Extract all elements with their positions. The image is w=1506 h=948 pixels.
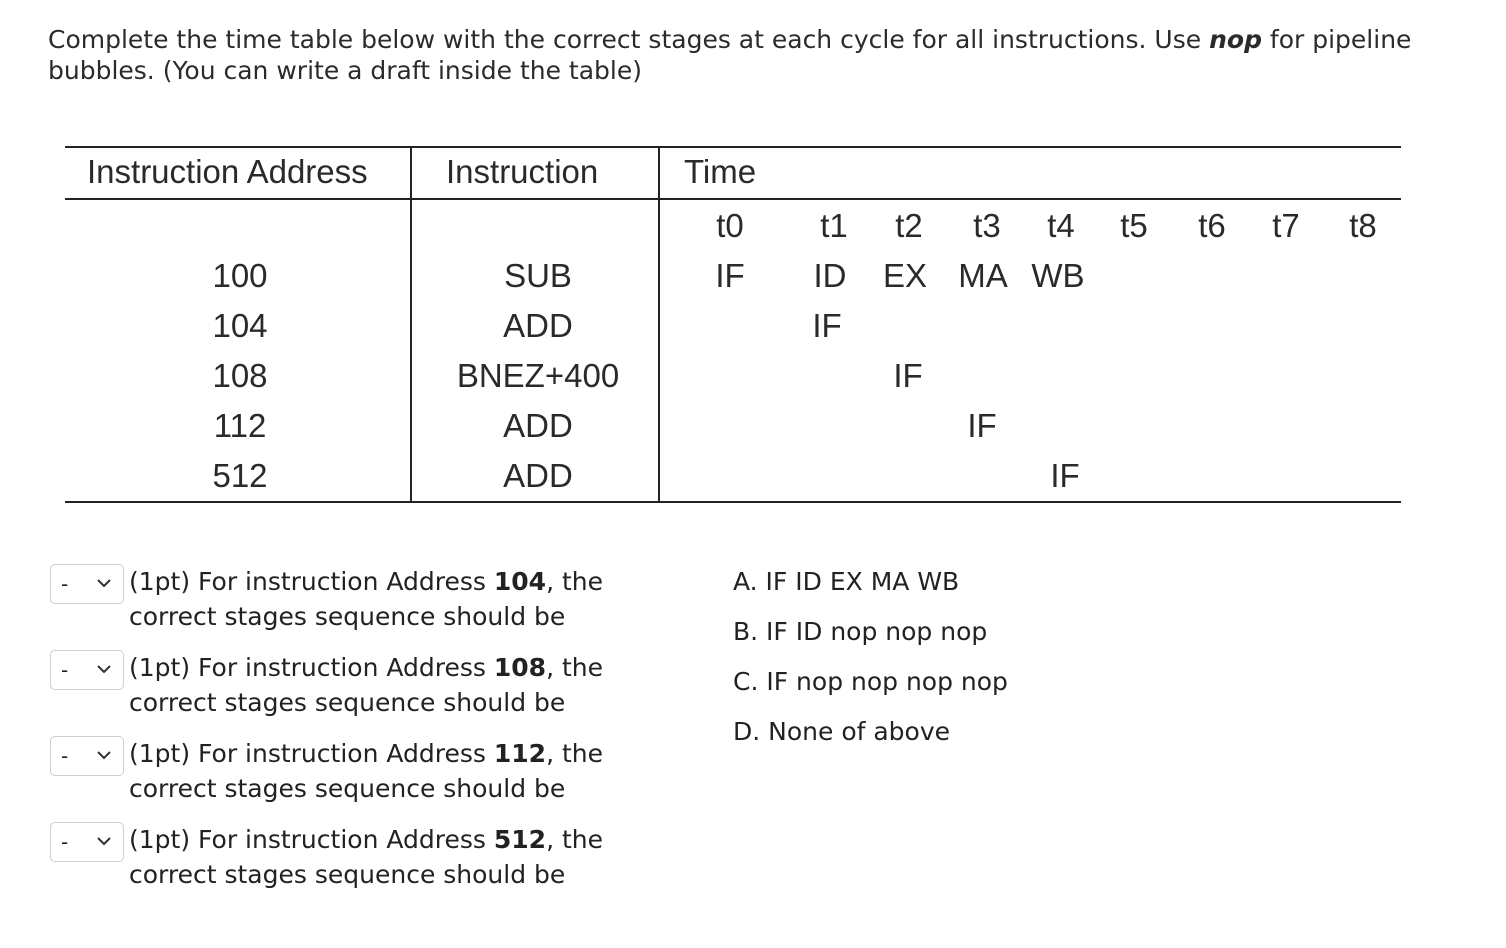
row-instruction: ADD <box>503 407 573 444</box>
instructions-paragraph <box>48 24 1468 86</box>
time-label-t0: t0 <box>716 207 744 244</box>
answer-select-value: - <box>61 830 69 854</box>
pipeline-time-table <box>65 146 1401 503</box>
header-time: Time <box>684 153 757 190</box>
question-address: 108 <box>493 653 547 682</box>
question-address: 112 <box>493 739 547 768</box>
question-suffix: , the correct stages sequence should be <box>129 567 603 631</box>
option-b: B. IF ID nop nop nop <box>733 617 988 646</box>
row-address: 112 <box>213 407 267 444</box>
row-address: 108 <box>212 357 268 394</box>
question-address: 512 <box>493 825 547 854</box>
table-top-rule <box>65 146 1401 148</box>
option-c: C. IF nop nop nop nop <box>733 667 1008 696</box>
stage-cell: MA <box>958 257 1008 294</box>
answer-select-512[interactable] <box>50 822 124 862</box>
question-prefix: (1pt) For instruction Address <box>129 825 494 854</box>
stage-cell: IF <box>715 257 745 294</box>
answer-select-value: - <box>61 572 69 596</box>
header-instruction-address: Instruction Address <box>87 153 368 190</box>
row-instruction: ADD <box>503 457 573 494</box>
question-104 <box>50 564 690 644</box>
table-divider-1 <box>410 146 412 503</box>
time-label-t8: t8 <box>1349 207 1377 244</box>
time-label-t6: t6 <box>1198 207 1226 244</box>
stage-cell: IF <box>812 307 842 344</box>
table-bottom-rule <box>65 501 1401 503</box>
table-divider-2 <box>658 146 660 503</box>
question-prefix: (1pt) For instruction Address <box>129 653 494 682</box>
answer-select-104[interactable] <box>50 564 124 604</box>
row-instruction: SUB <box>504 257 572 294</box>
row-instruction: BNEZ+400 <box>456 357 620 394</box>
question-108 <box>50 650 690 730</box>
question-text <box>129 650 689 720</box>
instructions-text-1: Complete the time table below with the correct stages at each cycle for all instructions. Use <box>48 25 1210 54</box>
question-suffix: , the correct stages sequence should be <box>129 739 603 803</box>
chevron-down-icon <box>95 660 113 678</box>
answer-select-108[interactable] <box>50 650 124 690</box>
stage-cell: IF <box>967 407 997 444</box>
question-text <box>129 822 689 892</box>
time-label-t3: t3 <box>973 207 1001 244</box>
question-512 <box>50 822 690 902</box>
time-label-t7: t7 <box>1272 207 1300 244</box>
stage-cell: WB <box>1031 257 1085 294</box>
time-label-t5: t5 <box>1120 207 1148 244</box>
stage-cell: ID <box>813 257 847 294</box>
question-text <box>129 736 689 806</box>
instructions-text-2: for pipeline bubbles. (You can write a draft inside the table) <box>48 25 1412 85</box>
question-suffix: , the correct stages sequence should be <box>129 653 603 717</box>
time-label-t1: t1 <box>820 207 848 244</box>
answer-select-value: - <box>61 744 69 768</box>
table-header-rule <box>65 198 1401 200</box>
question-prefix: (1pt) For instruction Address <box>129 567 494 596</box>
stage-cell: IF <box>893 357 923 394</box>
time-label-t2: t2 <box>895 207 923 244</box>
chevron-down-icon <box>95 746 113 764</box>
stage-cell: EX <box>882 257 928 294</box>
question-address: 104 <box>493 567 547 596</box>
row-instruction: ADD <box>503 307 573 344</box>
header-instruction: Instruction <box>446 153 599 190</box>
answer-select-value: - <box>61 658 69 682</box>
option-d: D. None of above <box>733 717 951 746</box>
question-112 <box>50 736 690 816</box>
question-prefix: (1pt) For instruction Address <box>129 739 494 768</box>
row-address: 512 <box>212 457 268 494</box>
instructions-nop-emphasis: nop <box>1209 25 1262 54</box>
row-address: 104 <box>212 307 268 344</box>
chevron-down-icon <box>95 832 113 850</box>
answer-select-112[interactable] <box>50 736 124 776</box>
chevron-down-icon <box>95 574 113 592</box>
option-a: A. IF ID EX MA WB <box>733 567 960 596</box>
row-address: 100 <box>212 257 268 294</box>
time-label-t4: t4 <box>1047 207 1075 244</box>
question-suffix: , the correct stages sequence should be <box>129 825 603 889</box>
question-text <box>129 564 689 634</box>
stage-cell: IF <box>1050 457 1080 494</box>
